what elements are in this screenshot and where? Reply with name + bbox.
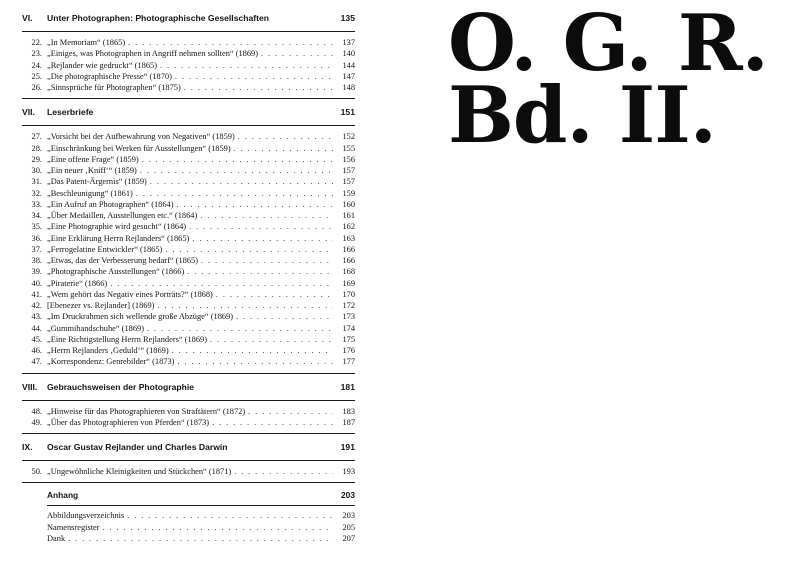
entry-page: 166 xyxy=(342,256,355,265)
entry-number: 36. xyxy=(31,233,42,243)
section-page: 135 xyxy=(340,13,355,23)
entry-list xyxy=(22,406,355,429)
entry-page: 176 xyxy=(342,346,355,355)
section-page: 151 xyxy=(340,107,355,118)
entry-title: Namensregister xyxy=(47,522,100,532)
divider xyxy=(22,373,355,374)
divider xyxy=(22,400,355,401)
dot-leader xyxy=(231,143,333,154)
section-heading xyxy=(22,379,355,395)
entry-title: „Die photographische Presse“ (1870) xyxy=(47,71,172,81)
dot-leader xyxy=(162,244,333,255)
entry-page: 155 xyxy=(342,143,355,153)
dot-leader xyxy=(181,82,333,93)
entry-number: 34. xyxy=(31,211,42,220)
entry-number: 48. xyxy=(31,406,42,416)
entry-list xyxy=(22,466,355,477)
dot-leader xyxy=(139,154,333,165)
toc-entry xyxy=(22,417,355,428)
entry-title: „Piraterie“ (1866) xyxy=(47,278,108,288)
toc-entry xyxy=(22,255,355,266)
dot-leader xyxy=(235,131,333,142)
section-number: VII. xyxy=(22,107,35,118)
entry-page: 148 xyxy=(342,83,355,92)
toc-entry xyxy=(22,345,355,356)
dot-leader xyxy=(107,278,333,289)
entry-number: 27. xyxy=(31,132,42,142)
section-number: VIII. xyxy=(22,381,38,392)
dot-leader xyxy=(209,417,333,428)
entry-page: 157 xyxy=(342,177,355,187)
dot-leader xyxy=(233,311,333,322)
entry-title: „In Memoriam“ (1865) xyxy=(47,38,126,47)
entry-number: 37. xyxy=(31,244,42,254)
entry-title: „Einschränkung bei Werken für Ausstellungen“ (1859) xyxy=(47,143,231,153)
entry-title: „Gummihandschuhe“ (1869) xyxy=(47,323,144,333)
section-title: Gebrauchsweisen der Photographie xyxy=(47,381,195,392)
entry-page: 187 xyxy=(342,417,355,427)
entry-page: 163 xyxy=(342,233,355,243)
toc-entry xyxy=(22,466,355,477)
entry-page: 156 xyxy=(342,154,355,164)
dot-leader xyxy=(147,176,333,187)
dot-leader xyxy=(245,406,333,417)
entry-number: 31. xyxy=(31,177,42,187)
entry-page: 170 xyxy=(342,289,355,299)
entry-title: „Etwas, das der Verbesserung bedarf“ (1865) xyxy=(47,256,199,265)
dot-leader xyxy=(198,255,333,266)
entry-page: 177 xyxy=(342,357,355,367)
entry-number: 39. xyxy=(31,267,42,277)
entry-page: 137 xyxy=(342,38,355,47)
dot-leader xyxy=(157,60,333,71)
dot-leader xyxy=(124,510,333,521)
divider xyxy=(22,98,355,99)
entry-list xyxy=(22,37,355,93)
section-heading xyxy=(22,10,355,26)
entry-title: „Im Druckrahmen sich wellende große Abzüge“ (1869) xyxy=(47,312,234,322)
entry-number: 30. xyxy=(31,166,42,175)
entry-number: 40. xyxy=(31,278,42,288)
toc-entry xyxy=(22,131,355,142)
entry-title: „Ein Aufruf an Photographen“ (1864) xyxy=(47,199,174,209)
entry-number: 29. xyxy=(31,154,42,164)
entry-number: 23. xyxy=(31,49,42,59)
dot-leader xyxy=(174,356,333,367)
section-heading xyxy=(22,104,355,120)
entry-title: „Ferrogelatine Entwickler“ (1865) xyxy=(47,244,163,254)
entry-number: 25. xyxy=(31,71,42,81)
toc-entry xyxy=(22,48,355,59)
entry-number: 26. xyxy=(31,83,42,92)
entry-number: 43. xyxy=(31,312,42,322)
section-title: Oscar Gustav Rejlander und Charles Darwin xyxy=(47,442,228,452)
section-page: 181 xyxy=(340,381,355,392)
entry-number: 22. xyxy=(31,38,42,47)
entry-list xyxy=(22,131,355,367)
entry-page: 175 xyxy=(342,334,355,344)
entry-page: 160 xyxy=(342,199,355,209)
section-page: 191 xyxy=(340,442,355,452)
dot-leader xyxy=(213,289,333,300)
toc-entry xyxy=(22,165,355,176)
entry-page: 140 xyxy=(342,49,355,59)
entry-number: 50. xyxy=(31,467,42,476)
volume-title-line-1: O. G. R. xyxy=(448,0,768,89)
entry-title: „Über Medaillen, Ausstellungen etc.“ (1864) xyxy=(47,211,198,220)
appendix-page: 203 xyxy=(341,490,355,501)
entry-title: „Hinweise für das Photographieren von Straftätern“ (1872) xyxy=(47,406,246,416)
divider xyxy=(22,482,355,483)
entry-number: 49. xyxy=(31,417,42,427)
toc-entry xyxy=(22,311,355,322)
toc-entry xyxy=(22,82,355,93)
entry-number: 28. xyxy=(31,143,42,153)
entry-title: „Eine Richtigstellung Herrn Rejlanders“ (1869) xyxy=(47,334,208,344)
entry-page: 166 xyxy=(342,244,355,254)
toc-entry xyxy=(22,143,355,154)
divider xyxy=(22,460,355,461)
entry-number: 41. xyxy=(31,289,42,299)
entry-title: „Vorsicht bei der Aufbewahrung von Negativen“ (1859) xyxy=(47,132,235,142)
volume-title-line-2: Bd. II. xyxy=(448,70,716,161)
entry-page: 152 xyxy=(342,132,355,142)
dot-leader xyxy=(100,522,333,533)
dot-leader xyxy=(125,37,333,48)
entry-title: Dank xyxy=(47,533,66,543)
dot-leader xyxy=(258,48,333,59)
entry-title: „Ein neuer ‚Kniff‘“ (1859) xyxy=(47,166,137,175)
entry-page: 193 xyxy=(342,467,355,476)
appendix-entry xyxy=(22,533,355,544)
entry-title: „Sinnsprüche für Photographen“ (1875) xyxy=(47,83,181,92)
toc-entry xyxy=(22,176,355,187)
entry-title: „Rejlander wie gedruckt“ (1865) xyxy=(47,60,157,70)
divider xyxy=(22,125,355,126)
appendix-entry xyxy=(22,522,355,533)
dot-leader xyxy=(174,199,333,210)
dot-leader xyxy=(65,533,333,544)
entry-page: 183 xyxy=(342,406,355,416)
dot-leader xyxy=(154,300,333,311)
toc-entry xyxy=(22,323,355,334)
dot-leader xyxy=(137,165,333,176)
entry-title: „Einiges, was Photographen in Angriff nehmen sollten“ (1869) xyxy=(47,49,259,59)
appendix-title: Anhang xyxy=(47,490,79,501)
toc-entry xyxy=(22,334,355,345)
entry-page: 205 xyxy=(342,522,355,532)
toc-entry xyxy=(22,300,355,311)
toc-entry xyxy=(22,199,355,210)
entry-page: 203 xyxy=(342,511,355,521)
section-title: Leserbriefe xyxy=(47,107,94,118)
section-number: VI. xyxy=(22,13,33,23)
entry-number: 38. xyxy=(31,256,42,265)
dot-leader xyxy=(169,345,333,356)
dot-leader xyxy=(207,334,333,345)
entry-title: „Beschleunigung“ (1861) xyxy=(47,188,133,198)
toc-entry xyxy=(22,221,355,232)
entry-page: 147 xyxy=(342,71,355,81)
entry-page: 157 xyxy=(342,166,355,175)
toc-entry xyxy=(22,356,355,367)
entry-title: „Das Patent-Ärgernis“ (1859) xyxy=(47,177,147,187)
entry-page: 207 xyxy=(342,533,355,543)
entry-number: 42. xyxy=(31,301,42,310)
entry-page: 173 xyxy=(342,312,355,322)
entry-title: „Eine Erklärung Herrn Rejlanders“ (1865) xyxy=(47,233,190,243)
entry-page: 169 xyxy=(342,278,355,288)
entry-number: 44. xyxy=(31,323,42,333)
entry-number: 46. xyxy=(31,346,42,355)
entry-number: 35. xyxy=(31,222,42,232)
entry-title: „Eine offene Frage“ (1859) xyxy=(47,154,139,164)
entry-page: 161 xyxy=(342,211,355,220)
entry-title: „Photographische Ausstellungen“ (1866) xyxy=(47,267,185,277)
toc-entry xyxy=(22,266,355,277)
toc-entry xyxy=(22,60,355,71)
toc-entry xyxy=(22,188,355,199)
entry-title: „Wem gehört das Negativ eines Porträts?“ (1868) xyxy=(47,289,213,299)
toc-entry xyxy=(22,289,355,300)
toc-entry xyxy=(22,406,355,417)
section-number: IX. xyxy=(22,442,33,452)
entry-title: [Ebenezer vs. Rejlander] (1869) xyxy=(47,301,155,310)
dot-leader xyxy=(184,266,333,277)
appendix-entry xyxy=(22,510,355,521)
toc-entry xyxy=(22,210,355,221)
divider xyxy=(22,433,355,434)
entry-page: 168 xyxy=(342,267,355,277)
divider xyxy=(47,505,355,506)
entry-number: 33. xyxy=(31,199,42,209)
volume-title xyxy=(448,0,793,161)
entry-number: 32. xyxy=(31,188,42,198)
entry-number: 45. xyxy=(31,334,42,344)
dot-leader xyxy=(144,323,333,334)
appendix-list xyxy=(22,510,355,544)
entry-title: „Ungewöhnliche Kleinigkeiten und Stückchen“ (1871) xyxy=(47,467,232,476)
toc-entry xyxy=(22,233,355,244)
dot-leader xyxy=(133,188,333,199)
divider xyxy=(22,31,355,32)
dot-leader xyxy=(189,233,333,244)
entry-title: „Eine Photographie wird gesucht“ (1864) xyxy=(47,222,187,232)
dot-leader xyxy=(186,221,333,232)
dot-leader xyxy=(231,466,333,477)
toc-entry xyxy=(22,37,355,48)
entry-page: 174 xyxy=(342,323,355,333)
entry-page: 159 xyxy=(342,188,355,198)
entry-number: 47. xyxy=(31,357,42,367)
appendix-heading xyxy=(22,488,355,502)
dot-leader xyxy=(197,210,333,221)
section-heading xyxy=(22,439,355,455)
dot-leader xyxy=(172,71,333,82)
toc-entry xyxy=(22,154,355,165)
entry-title: „Korrespondenz: Genrebilder“ (1873) xyxy=(47,357,175,367)
toc-entry xyxy=(22,278,355,289)
entry-title: „Herrn Rejlanders ‚Geduld‘“ (1869) xyxy=(47,346,169,355)
entry-title: „Über das Photographieren von Pferden“ (1873) xyxy=(47,417,210,427)
entry-page: 162 xyxy=(342,222,355,232)
toc-entry xyxy=(22,71,355,82)
section-title: Unter Photographen: Photographische Gesellschaften xyxy=(47,13,270,23)
toc-entry xyxy=(22,244,355,255)
entry-title: Abbildungsverzeichnis xyxy=(47,511,125,521)
entry-number: 24. xyxy=(31,60,42,70)
table-of-contents xyxy=(22,10,355,544)
entry-page: 172 xyxy=(342,301,355,310)
entry-page: 144 xyxy=(342,60,355,70)
